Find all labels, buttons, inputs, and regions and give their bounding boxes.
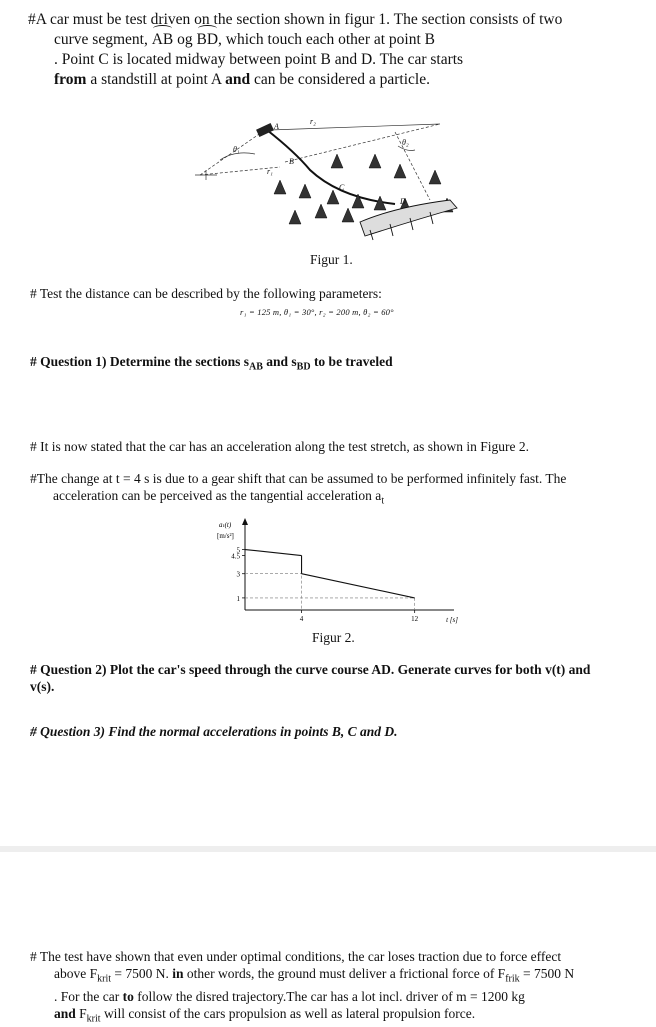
y-tick-label: 1 xyxy=(236,594,240,603)
intro-line-4: from a standstill at point A and can be considered a particle. xyxy=(54,71,430,88)
figure-2-caption: Figur 2. xyxy=(312,630,355,645)
label-r1: r₁ xyxy=(267,167,273,176)
intro-line-3: . Point C is located midway between point B and D. The car starts xyxy=(54,51,464,68)
traction-paragraph xyxy=(30,948,642,1027)
car-icon xyxy=(256,123,274,137)
series-line-segment2 xyxy=(302,574,415,598)
label-b: B xyxy=(289,157,294,166)
label-theta2: θ₂ xyxy=(402,138,409,147)
section-divider xyxy=(0,846,656,852)
test-distance-text: # Test the distance can be described by the following parameters: xyxy=(30,286,382,301)
figure-1-caption: Figur 1. xyxy=(310,252,353,267)
traction-line-2: above $F_{krit} = 7500$ N. in other words, the ground must deliver a frictional force of $F_{frik} = 7500$ N xyxy=(54,966,575,985)
x-axis-label: t [s] xyxy=(446,616,458,624)
y-axis-arrow xyxy=(242,518,248,525)
y-tick-label: 5 xyxy=(236,546,240,555)
label-c: C xyxy=(339,183,345,192)
question-2-line-2: v(s). xyxy=(30,679,55,694)
acceleration-line-2: #The change at t = 4 s is due to a gear shift that can be assumed to be performed infinitely fast. The xyxy=(30,471,567,486)
intro-line-2: curve segment, AB og BD, which touch each other at point B xyxy=(54,31,435,48)
y-tick-label: 3 xyxy=(236,570,240,579)
traction-line-1: # The test have shown that even under optimal conditions, the car loses traction due to force effect xyxy=(30,949,562,964)
y-tick-label: 4.5 xyxy=(231,552,240,561)
figure-2-acceleration-chart xyxy=(200,515,462,630)
label-d: D xyxy=(400,197,406,206)
test-distance-params: r₁ = 125 m, θ₁ = 30°, r₂ = 200 m, θ₂ = 60° xyxy=(240,307,394,317)
label-a: A xyxy=(274,122,279,131)
question-2-line-1: # Question 2) Plot the car's speed through the curve course AD. Generate curves for both v(t) and xyxy=(30,662,591,677)
label-theta1: θ₁ xyxy=(233,145,240,154)
y-axis-unit: [m/s²] xyxy=(217,532,234,540)
label-r2: r₂ xyxy=(310,117,316,126)
traction-line-4: and $F_{krit}$ will consist of the cars propulsion as well as lateral propulsion force. xyxy=(54,1005,476,1025)
intro-line-1: #A car must be test driven on the section shown in figur 1. The section consists of two xyxy=(28,11,563,28)
x-tick-label: 4 xyxy=(299,615,304,623)
series-line-segment1 xyxy=(245,550,302,556)
y-axis-label: aₜ(t) xyxy=(219,521,232,529)
acceleration-line-1: # It is now stated that the car has an acceleration along the test stretch, as shown in Figure 2. xyxy=(30,439,529,454)
acceleration-line-3: acceleration can be perceived as the tangential acceleration $a_t$ xyxy=(53,488,385,507)
x-tick-label: 12 xyxy=(411,615,419,623)
question-1: # Question 1) Determine the sections $s_{AB}$ and $s_{BD}$ to be traveled xyxy=(30,354,393,373)
arc-ab: AB xyxy=(151,31,174,48)
question-3: # Question 3) Find the normal accelerations in points B, C and D. xyxy=(30,724,398,739)
arc-bd: BD xyxy=(196,31,219,48)
figure-1-track-diagram xyxy=(195,112,460,247)
intro-paragraph xyxy=(28,10,643,90)
traction-line-3: . For the car to follow the disred trajectory.The car has a lot incl. driver of m = 1200 kg xyxy=(54,988,525,1004)
